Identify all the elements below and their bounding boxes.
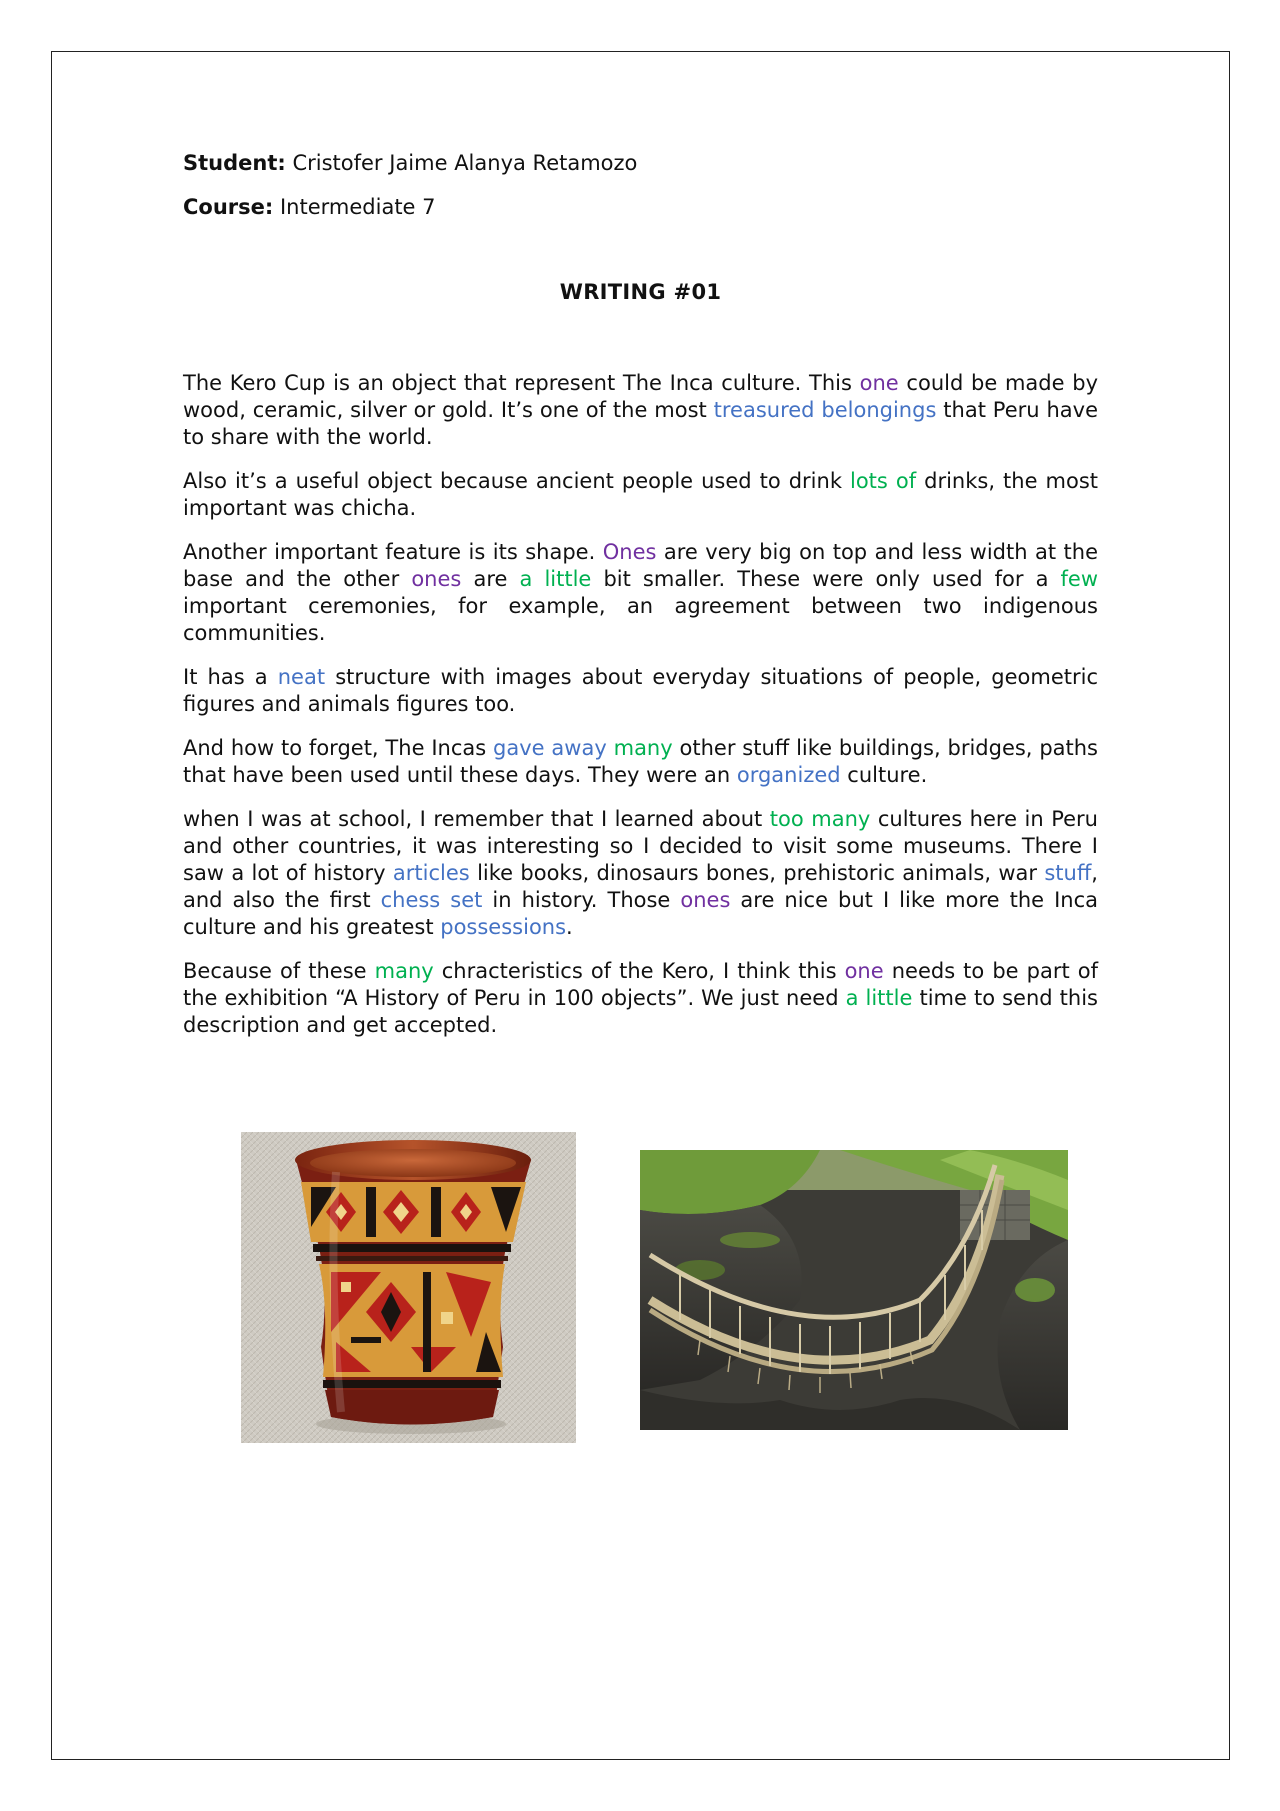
paragraph-text bbox=[607, 736, 614, 760]
paragraph-text: Also it’s a useful object because ancient people used to drink bbox=[183, 469, 850, 493]
highlighted-word: Ones bbox=[602, 540, 657, 564]
paragraph-text: The Kero Cup is an object that represent The Inca culture. This bbox=[183, 371, 860, 395]
paragraph-text: Because of these bbox=[183, 959, 375, 983]
paragraph-text: It has a bbox=[183, 665, 278, 689]
course-name: Intermediate 7 bbox=[279, 195, 436, 219]
paragraph-text: chracteristics of the Kero, I think this bbox=[433, 959, 845, 983]
highlighted-word: stuff bbox=[1044, 861, 1092, 885]
paragraph-text: , and also the first bbox=[183, 861, 1098, 912]
highlighted-word: organized bbox=[736, 763, 841, 787]
paragraph-2 bbox=[183, 468, 1098, 522]
paragraphs bbox=[183, 370, 1098, 1039]
paragraph-text: culture. bbox=[840, 763, 928, 787]
paragraph-text: when I was at school, I remember that I learned about bbox=[183, 807, 770, 831]
highlighted-word: ones bbox=[411, 567, 462, 591]
highlighted-word: one bbox=[859, 371, 899, 395]
highlighted-word: a little bbox=[519, 567, 592, 591]
highlighted-word: treasured belongings bbox=[713, 398, 937, 422]
paragraph-text: are very big on top and less width at the base and the other bbox=[183, 540, 1098, 591]
highlighted-word: many bbox=[613, 736, 673, 760]
highlighted-word: lots of bbox=[850, 469, 917, 493]
paragraph-text: Another important feature is its shape. bbox=[183, 540, 603, 564]
highlighted-word: chess set bbox=[380, 888, 483, 912]
paragraph-text: needs to be part of the exhibition “A History of Peru in 100 objects”. We just need bbox=[183, 959, 1098, 1010]
highlighted-word: few bbox=[1060, 567, 1099, 591]
highlighted-word: many bbox=[374, 959, 434, 983]
paragraph-3 bbox=[183, 539, 1098, 647]
paragraph-text: . bbox=[566, 915, 573, 939]
paragraph-6 bbox=[183, 806, 1098, 941]
highlighted-word: ones bbox=[680, 888, 731, 912]
paragraph-text: are nice but I like more the Inca culture and his greatest bbox=[183, 888, 1098, 939]
student-line bbox=[183, 150, 1098, 177]
paragraph-7 bbox=[183, 958, 1098, 1039]
student-label: Student: bbox=[183, 151, 286, 175]
paragraph-text: cultures here in Peru and other countries, it was interesting so I decided to visit some museums. There I saw a lot of history bbox=[183, 807, 1098, 885]
paragraph-text: bit smaller. These were only used for a bbox=[591, 567, 1061, 591]
paragraph-text: are bbox=[461, 567, 520, 591]
paragraph-text: structure with images about everyday situations of people, geometric figures and animals figures too. bbox=[183, 665, 1098, 716]
paragraph-1 bbox=[183, 370, 1098, 451]
highlighted-word: too many bbox=[769, 807, 871, 831]
rope-bridge-image bbox=[640, 1150, 1068, 1430]
paragraph-4 bbox=[183, 664, 1098, 718]
paragraph-text: that Peru have to share with the world. bbox=[183, 398, 1099, 449]
paragraph-text: time to send this description and get accepted. bbox=[183, 986, 1098, 1037]
document-body bbox=[183, 150, 1098, 1056]
paragraph-text: could be made by wood, ceramic, silver or gold. It’s one of the most bbox=[183, 371, 1098, 422]
student-name: Cristofer Jaime Alanya Retamozo bbox=[292, 151, 638, 175]
paragraph-text: important ceremonies, for example, an agreement between two indigenous communities. bbox=[183, 594, 1098, 645]
highlighted-word: articles bbox=[392, 861, 470, 885]
paragraph-text: like books, dinosaurs bones, prehistoric animals, war bbox=[469, 861, 1045, 885]
paragraph-text: drinks, the most important was chicha. bbox=[183, 469, 1098, 520]
paragraph-5 bbox=[183, 735, 1098, 789]
highlighted-word: neat bbox=[277, 665, 326, 689]
paragraph-text: And how to forget, The Incas bbox=[183, 736, 494, 760]
course-line bbox=[183, 194, 1098, 221]
highlighted-word: gave away bbox=[493, 736, 607, 760]
course-label: Course: bbox=[183, 195, 274, 219]
document-title: WRITING #01 bbox=[559, 280, 722, 304]
highlighted-word: a little bbox=[845, 986, 913, 1010]
highlighted-word: possessions bbox=[440, 915, 567, 939]
kero-cup-image bbox=[241, 1132, 576, 1443]
paragraph-text: other stuff like buildings, bridges, paths that have been used until these days. They were an bbox=[183, 736, 1099, 787]
highlighted-word: one bbox=[844, 959, 884, 983]
paragraph-text: in history. Those bbox=[482, 888, 681, 912]
